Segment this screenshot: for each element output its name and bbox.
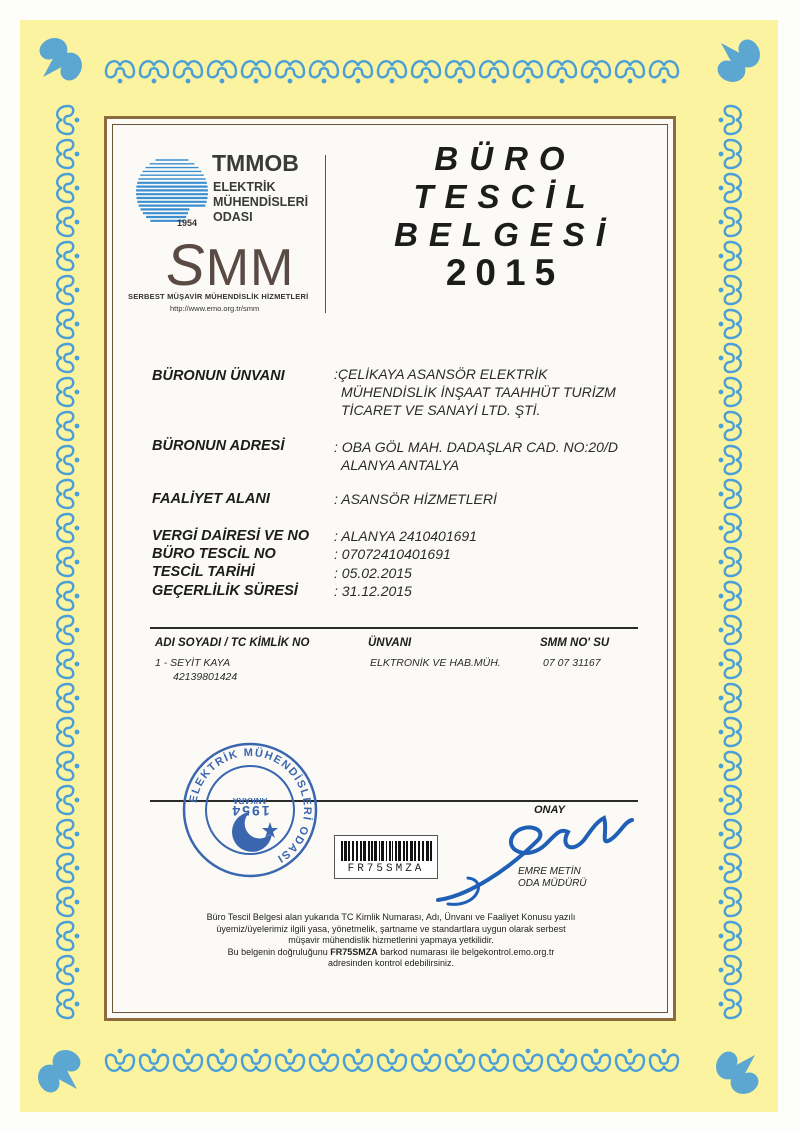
ornament-motif xyxy=(57,242,79,270)
ornament-motif xyxy=(57,514,79,542)
activity-value: : ASANSÖR HİZMETLERİ xyxy=(334,491,497,507)
ornament-motif xyxy=(582,1049,610,1071)
ornament-motif xyxy=(548,61,576,83)
ornament-motif xyxy=(57,616,79,644)
ornament-motif xyxy=(650,61,678,83)
registration-date-value: : 05.02.2015 xyxy=(334,565,412,581)
ornament-motif xyxy=(276,1049,304,1071)
ornament-motif xyxy=(616,61,644,83)
table-cell-tc: 42139801424 xyxy=(173,671,238,683)
ornament-motif xyxy=(106,61,134,83)
chamber-name-line: MÜHENDİSLERİ xyxy=(213,195,309,209)
stamp-year: 1954 xyxy=(230,803,270,819)
table-cell-title: ELKTRONİK VE HAB.MÜH. xyxy=(370,657,501,669)
office-title-value xyxy=(334,365,616,419)
barcode-bar xyxy=(352,841,354,861)
stamp-text: ELEKTRİK MÜHENDİSLERİ ODASI xyxy=(187,746,314,866)
ornament-motif xyxy=(719,854,741,882)
ornament-motif xyxy=(719,514,741,542)
ornament-motif xyxy=(57,412,79,440)
ornament-motif xyxy=(719,480,741,508)
ornament-motif xyxy=(310,61,338,83)
office-address-value xyxy=(334,438,618,474)
table-cell-name: 1 - SEYİT KAYA xyxy=(155,657,231,669)
emo-globe-logo xyxy=(132,152,212,232)
barcode-bar xyxy=(363,841,366,861)
ornament-motif xyxy=(446,61,474,83)
ornament-motif xyxy=(57,446,79,474)
registration-no-label: BÜRO TESCİL NO xyxy=(152,546,276,562)
signer-name: EMRE METİN xyxy=(518,866,581,877)
barcode-bar xyxy=(344,841,347,861)
ornament-motif xyxy=(719,922,741,950)
ornament-motif xyxy=(57,276,79,304)
ornament-motif xyxy=(57,310,79,338)
validity-value: : 31.12.2015 xyxy=(334,583,412,599)
corner-ornament xyxy=(26,32,88,94)
ornament-motif xyxy=(57,582,79,610)
ornament-motif xyxy=(719,650,741,678)
chamber-name-line: ELEKTRİK xyxy=(213,180,276,194)
official-seal-stamp xyxy=(180,740,320,880)
ornament-motif xyxy=(242,1049,270,1071)
ornament-motif xyxy=(719,718,741,746)
ornament-motif xyxy=(276,61,304,83)
ornament-motif xyxy=(310,1049,338,1071)
ornament-motif xyxy=(57,922,79,950)
ornament-motif xyxy=(57,956,79,984)
stamp-city: ANKARA xyxy=(232,796,268,805)
ornament-motif xyxy=(719,378,741,406)
ornament-motif xyxy=(719,276,741,304)
barcode-bar xyxy=(398,841,401,861)
handwritten-signature xyxy=(428,800,648,910)
ornament-motif xyxy=(719,990,741,1018)
barcode-bar xyxy=(371,841,373,861)
barcode-bar xyxy=(410,841,413,861)
ornament-motif xyxy=(378,1049,406,1071)
footer-text: barkod numarası ile belgekontrol.emo.org.tr xyxy=(380,946,555,957)
logo-divider xyxy=(325,155,326,313)
ornament-motif xyxy=(57,208,79,236)
office-title-line: :ÇELİKAYA ASANSÖR ELEKTRİK xyxy=(334,366,548,382)
ornament-motif xyxy=(378,61,406,83)
ornament-motif xyxy=(719,820,741,848)
ornament-motif xyxy=(57,378,79,406)
ornament-motif xyxy=(57,174,79,202)
ornament-motif xyxy=(242,61,270,83)
barcode-bar xyxy=(418,841,420,861)
ornament-motif xyxy=(446,1049,474,1071)
ornament-motif xyxy=(719,548,741,576)
ornament-motif xyxy=(480,61,508,83)
ornament-motif xyxy=(57,820,79,848)
barcode-bar xyxy=(356,841,358,861)
ornament-motif xyxy=(480,1049,508,1071)
registration-date-label: TESCİL TARİHİ xyxy=(152,564,255,580)
ornament-motif xyxy=(208,1049,236,1071)
ornament-motif xyxy=(650,1049,678,1071)
chamber-name xyxy=(213,180,308,225)
smm-url: http://www.emo.org.tr/smm xyxy=(170,304,260,313)
office-address-line: ALANYA ANTALYA xyxy=(341,457,460,473)
barcode-bar xyxy=(414,841,416,861)
ornament-motif xyxy=(412,61,440,83)
corner-ornament xyxy=(32,1044,94,1106)
ornament-motif xyxy=(548,1049,576,1071)
column-header-title: ÜNVANI xyxy=(368,637,412,649)
barcode-bar xyxy=(403,841,405,861)
ornament-motif xyxy=(140,1049,168,1071)
barcode-number: FR75SMZA xyxy=(347,863,425,875)
ornament-motif xyxy=(719,310,741,338)
smm-brand-initial: S xyxy=(166,233,206,298)
barcode-bar xyxy=(422,841,424,861)
footer-line xyxy=(145,947,637,959)
ornament-motif xyxy=(412,1049,440,1071)
tax-office-value: : ALANYA 2410401691 xyxy=(334,528,477,544)
ornament-motif xyxy=(719,242,741,270)
chamber-name-line: ODASI xyxy=(213,210,253,224)
signer-block xyxy=(518,866,587,890)
ornament-motif xyxy=(57,786,79,814)
ornament-motif xyxy=(719,344,741,372)
barcode-bar xyxy=(379,841,380,861)
office-title-label: BÜRONUN ÜNVANI xyxy=(152,368,285,384)
barcode-bar xyxy=(360,841,362,861)
barcode-bar xyxy=(374,841,377,861)
ornament-motif xyxy=(719,208,741,236)
activity-label: FAALİYET ALANI xyxy=(152,491,270,507)
barcode-bars xyxy=(341,841,433,861)
ornament-motif xyxy=(140,61,168,83)
ornament-motif xyxy=(57,344,79,372)
title-line: BELGESİ xyxy=(394,216,616,253)
ornament-motif xyxy=(57,106,79,134)
approval-label: ONAY xyxy=(534,804,565,816)
ornament-motif xyxy=(57,650,79,678)
signer-title: ODA MÜDÜRÜ xyxy=(518,878,587,889)
ornament-motif xyxy=(719,106,741,134)
office-address-label: BÜRONUN ADRESİ xyxy=(152,438,285,454)
ornament-motif xyxy=(719,174,741,202)
smm-brand: SMM xyxy=(166,233,295,298)
validity-label: GEÇERLİLİK SÜRESİ xyxy=(152,583,298,599)
footer-text: Bu belgenin doğruluğunu xyxy=(227,946,328,957)
barcode-bar xyxy=(389,841,391,861)
barcode-bar xyxy=(381,841,384,861)
table-cell-smm-no: 07 07 31167 xyxy=(543,657,601,669)
ornament-motif xyxy=(57,752,79,780)
table-top-rule xyxy=(150,627,638,629)
office-title-line: MÜHENDİSLİK İNŞAAT TAAHHÜT TURİZM xyxy=(341,384,616,400)
ornament-motif xyxy=(514,61,542,83)
barcode-bar xyxy=(368,841,370,861)
ornament-motif xyxy=(344,61,372,83)
registration-no-value: : 07072410401691 xyxy=(334,546,451,562)
barcode-bar xyxy=(406,841,408,861)
office-title-line: TİCARET VE SANAYİ LTD. ŞTİ. xyxy=(341,402,541,418)
ornament-motif xyxy=(57,480,79,508)
ornament-motif xyxy=(174,1049,202,1071)
ornament-motif xyxy=(719,412,741,440)
tax-office-label: VERGİ DAİRESİ VE NO xyxy=(152,528,310,544)
ornament-motif xyxy=(719,888,741,916)
corner-ornament xyxy=(704,26,766,88)
footer-line: Büro Tescil Belgesi alan yukarıda TC Kimlik Numarası, Adı, Ünvanı ve Faaliyet Konusu yazılı xyxy=(206,912,576,922)
footer-line: üyemiz/üyelerimiz ilgili yasa, yönetmelik, şartname ve standartlara uygun olarak serbest xyxy=(216,923,566,934)
tmmob-label: TMMOB xyxy=(212,150,299,176)
ornament-motif xyxy=(208,61,236,83)
office-address-line: : OBA GÖL MAH. DADAŞLAR CAD. NO:20/D xyxy=(334,439,618,455)
column-header-smm-no: SMM NO' SU xyxy=(540,637,610,649)
ornament-motif xyxy=(174,61,202,83)
footer-line: müşavir mühendislik hizmetlerini yapmaya yetkilidir. xyxy=(288,935,494,945)
ornament-motif xyxy=(57,990,79,1018)
barcode-bar xyxy=(348,841,350,861)
barcode-bar xyxy=(395,841,397,861)
logo-year: 1954 xyxy=(177,218,198,228)
barcode-bar xyxy=(386,841,387,861)
ornament-motif xyxy=(719,956,741,984)
ornament-motif xyxy=(719,752,741,780)
ornament-motif xyxy=(57,548,79,576)
barcode-bar xyxy=(392,841,393,861)
ornament-motif xyxy=(719,786,741,814)
footer-line: adresinden kontrol edebilirsiniz. xyxy=(327,958,455,968)
title-line: BÜRO xyxy=(434,140,576,177)
barcode-bar xyxy=(341,841,343,861)
title-year: 2015 xyxy=(445,252,565,293)
ornament-motif xyxy=(57,140,79,168)
column-header-name: ADI SOYADI / TC KİMLİK NO xyxy=(155,637,310,649)
title-line: TESCİL xyxy=(413,178,597,215)
ornament-motif xyxy=(719,582,741,610)
footer-code: FR75SMZA xyxy=(330,946,378,957)
ornament-motif xyxy=(57,854,79,882)
corner-ornament xyxy=(710,1038,772,1100)
ornament-motif xyxy=(344,1049,372,1071)
ornament-motif xyxy=(719,446,741,474)
ornament-motif xyxy=(719,616,741,644)
ornament-motif xyxy=(57,684,79,712)
ornament-motif xyxy=(719,140,741,168)
ornament-motif xyxy=(57,888,79,916)
ornament-motif xyxy=(582,61,610,83)
barcode xyxy=(334,835,438,879)
ornament-motif xyxy=(514,1049,542,1071)
smm-subtitle: SERBEST MÜŞAVİR MÜHENDİSLİK HİZMETLERİ xyxy=(128,292,309,301)
ornament-motif xyxy=(57,718,79,746)
footer-note xyxy=(145,912,637,970)
ornament-motif xyxy=(106,1049,134,1071)
ornament-motif xyxy=(719,684,741,712)
ornament-motif xyxy=(616,1049,644,1071)
certificate-title xyxy=(380,140,630,292)
